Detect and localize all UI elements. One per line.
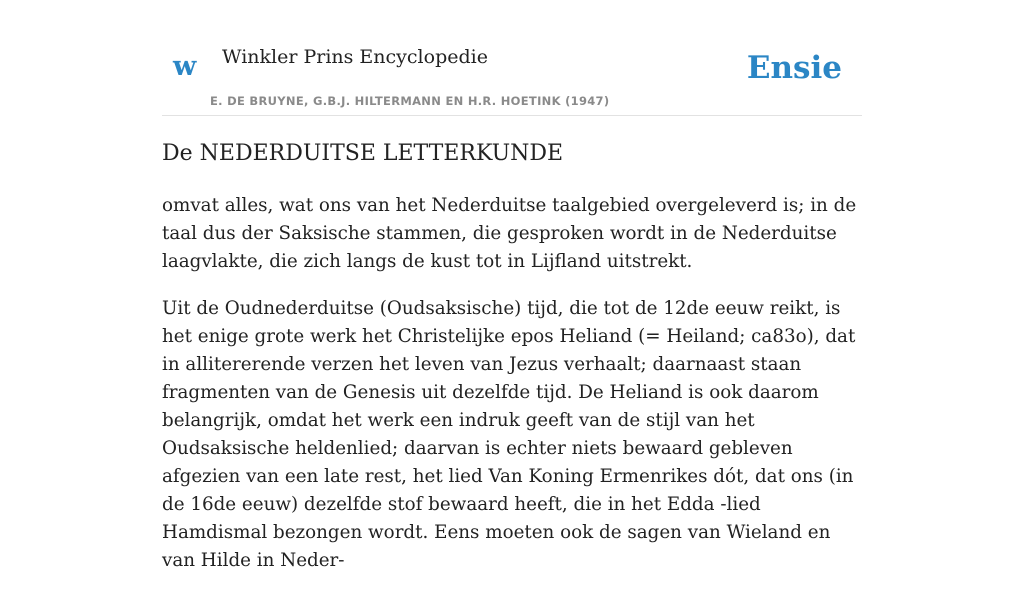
- ensie-logo[interactable]: Ensie: [746, 50, 842, 86]
- article-title: De NEDERDUITSE LETTERKUNDE: [162, 141, 564, 166]
- article-paragraph: omvat alles, wat ons van het Nederduitse taalgebied overgeleverd is; in de taal dus der Saksische stammen, die gesproken wordt in de Nederduitse laagvlakte, die zich langs de kust tot in Lijfland uitstrekt.: [162, 195, 857, 272]
- book-authors: E. DE BRUYNE, G.B.J. HILTERMANN EN H.R. HOETINK (1947): [210, 94, 610, 108]
- winkler-prins-logo[interactable]: w: [173, 51, 197, 82]
- header: [162, 40, 862, 116]
- article-paragraph: Uit de Oudnederduitse (Oudsaksische) tijd, die tot de 12de eeuw reikt, is het enige grote werk het Christelijke epos Heliand (= Heiland; ca83o), dat in allitererende verzen het leven van Jezus verhaalt; daarnaast staan fragmenten van de Genesis uit dezelfde tijd. De Heliand is ook daarom belangrijk, omdat het werk een indruk geeft van de stijl van het Oudsaksische heldenlied; daarvan is echter niets bewaard gebleven afgezien van een late rest, het lied Van Koning Ermenrikes dót, dat ons (in de 16de eeuw) dezelfde stof bewaard heeft, die in het Edda -lied Hamdismal bezongen wordt. Eens moeten ook de sagen van Wieland en van Hilde in Neder-: [162, 298, 856, 571]
- article-body: [162, 192, 862, 594]
- book-title-link[interactable]: Winkler Prins Encyclopedie: [222, 46, 488, 68]
